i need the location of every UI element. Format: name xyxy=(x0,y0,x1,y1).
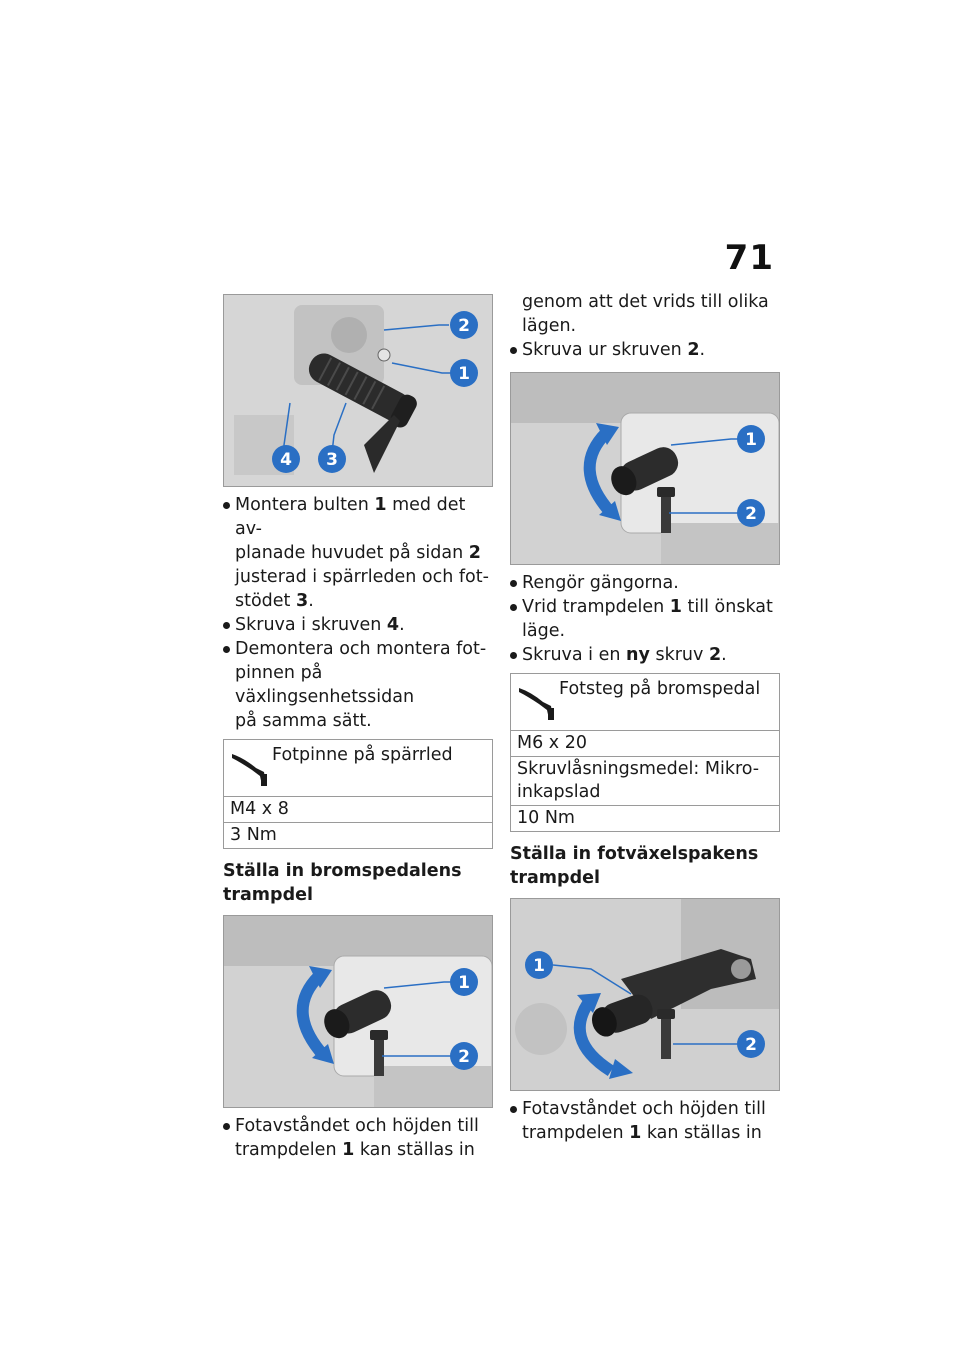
list-item-continuation: genom att det vrids till olika xyxy=(522,292,769,312)
callout-2: 2 xyxy=(745,504,757,524)
left-column xyxy=(223,294,493,1162)
list-item: Fotavståndet och höjden till xyxy=(510,1097,780,1121)
brake-pedal-illustration xyxy=(224,916,492,1107)
left-instructions-2 xyxy=(223,1114,493,1162)
spec-table-header xyxy=(511,674,779,731)
right-instructions-3 xyxy=(510,1097,780,1145)
list-item: Skruva i en ny skruv 2. xyxy=(510,643,780,667)
torque-wrench-icon xyxy=(517,682,557,722)
spec-row-screw: M6 x 20 xyxy=(511,731,779,757)
section-heading-shift: Ställa in fotväxelspakens trampdel xyxy=(510,844,759,888)
callout-4: 4 xyxy=(280,450,292,470)
callout-2: 2 xyxy=(458,316,470,336)
torque-wrench-icon xyxy=(230,748,270,788)
shift-lever-illustration xyxy=(511,899,779,1090)
callout-1: 1 xyxy=(458,364,470,384)
left-instructions-1 xyxy=(223,493,493,733)
list-item-continuation: pinnen på växlingsenhetssidan xyxy=(235,663,415,707)
spec-row-torque: 3 Nm xyxy=(230,825,277,845)
list-item-continuation: läge. xyxy=(522,621,566,641)
spec-table-brake-pedal xyxy=(510,673,780,832)
right-instructions-2 xyxy=(510,571,780,667)
callout-2: 2 xyxy=(745,1035,757,1055)
spec-row-screw: M4 x 8 xyxy=(224,797,492,823)
spec-row-torque: 10 Nm xyxy=(517,808,575,828)
spec-table-title: Fotpinne på spärrled xyxy=(272,745,453,765)
callout-2: 2 xyxy=(458,1047,470,1067)
list-item: Vrid trampdelen 1 till önskat xyxy=(510,595,780,619)
callout-1: 1 xyxy=(533,956,545,976)
list-item-continuation: på samma sätt. xyxy=(235,711,372,731)
callout-1: 1 xyxy=(745,430,757,450)
list-item-continuation: planade huvudet på sidan 2 xyxy=(235,543,481,563)
figure-brake-pedal-screw xyxy=(510,372,780,565)
list-item-continuation: justerad i spärrleden och fot- xyxy=(235,567,489,587)
list-item-continuation: trampdelen 1 kan ställas in xyxy=(522,1123,762,1143)
spec-row-locking-agent: Skruvlåsningsmedel: Mikro- inkapslad xyxy=(511,757,779,806)
footpeg-ratchet-illustration xyxy=(224,295,492,486)
figure-brake-pedal xyxy=(223,915,493,1108)
right-instructions-1 xyxy=(510,290,780,362)
callout-1: 1 xyxy=(458,973,470,993)
list-item-continuation: trampdelen 1 kan ställas in xyxy=(235,1140,475,1160)
list-item: Demontera och montera fot- xyxy=(223,637,493,661)
section-heading-brake: Ställa in bromspedalens trampdel xyxy=(223,861,462,905)
spec-table-footpeg xyxy=(223,739,493,849)
list-item: Montera bulten 1 med det av- xyxy=(223,493,493,541)
spec-table-header xyxy=(224,740,492,797)
list-item: Skruva ur skruven 2. xyxy=(510,338,780,362)
callout-3: 3 xyxy=(326,450,338,470)
brake-pedal-screw-illustration xyxy=(511,373,779,564)
right-column xyxy=(510,290,780,1145)
list-item-continuation: lägen. xyxy=(522,316,577,336)
page-number: 71 xyxy=(724,238,774,278)
figure-footpeg-ratchet xyxy=(223,294,493,487)
list-item: Skruva i skruven 4. xyxy=(223,613,493,637)
figure-shift-lever xyxy=(510,898,780,1091)
spec-table-title: Fotsteg på bromspedal xyxy=(559,679,761,699)
list-item: Rengör gängorna. xyxy=(510,571,780,595)
list-item: Fotavståndet och höjden till xyxy=(223,1114,493,1138)
list-item-continuation: stödet 3. xyxy=(235,591,314,611)
